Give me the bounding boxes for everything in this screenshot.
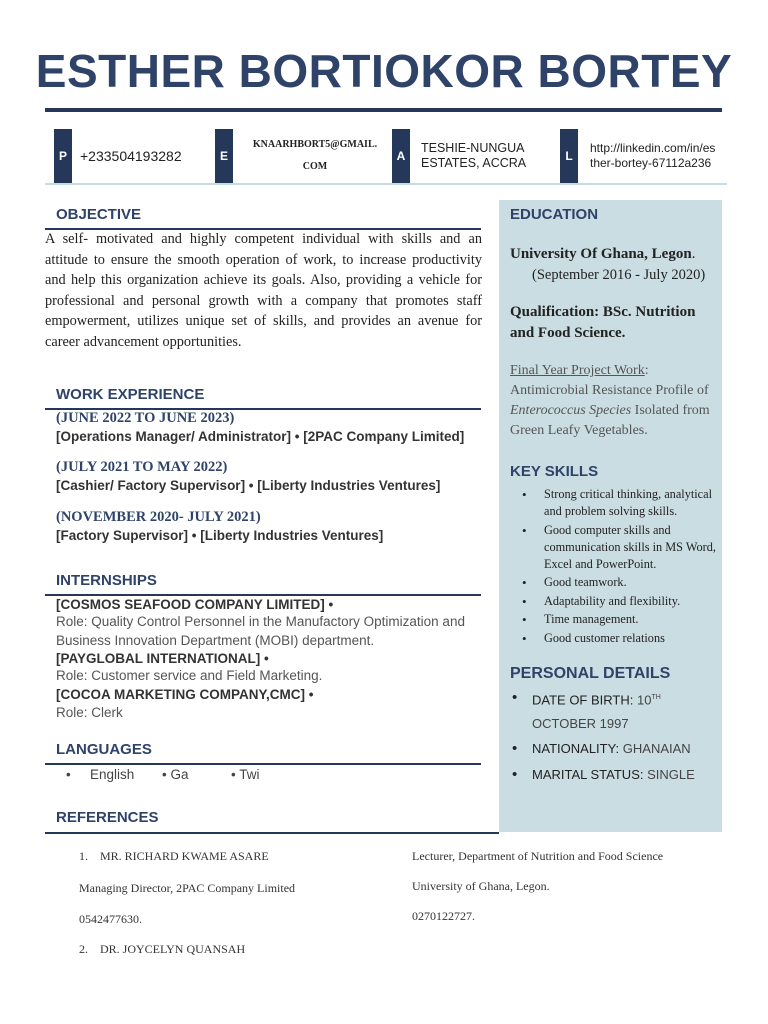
reference-line: 0270122727. (412, 909, 475, 923)
education-qualification: Qualification: BSc. Nutrition and Food Science. (510, 304, 696, 341)
bullet: • (512, 689, 518, 706)
references-rule (45, 832, 499, 834)
dob-day: 10 (636, 692, 652, 708)
language-bullet: • (66, 767, 71, 782)
nationality-value: GHANAIAN (622, 741, 691, 756)
reference-line: 0542477630. (79, 912, 142, 926)
skill-item: • Good customer relations (510, 630, 722, 647)
school-name: University Of Ghana, Legon (510, 246, 692, 262)
personal-dob (510, 686, 722, 736)
email-line-2: COM (302, 161, 328, 172)
internships-heading: INTERNSHIPS (56, 572, 157, 589)
language-item: • Twi (231, 767, 260, 782)
skill-item: • Good computer skills and communication skills in MS Word, Excel and PowerPoint. (510, 522, 722, 573)
reference-line: 1. MR. RICHARD KWAME ASARE (79, 849, 269, 863)
key-skills-heading: KEY SKILLS (510, 463, 599, 480)
skill-item: • Adaptability and flexibility. (510, 593, 722, 610)
education-heading: EDUCATION (510, 206, 599, 223)
job-date: (JUNE 2022 TO JUNE 2023) (56, 410, 235, 426)
skill-item: • Time management. (510, 611, 722, 628)
job-role: [Cashier/ Factory Supervisor] • [Liberty Industries Ventures] (56, 478, 441, 493)
job-role: [Factory Supervisor] • [Liberty Industries Ventures] (56, 528, 384, 543)
language-item: English (90, 767, 135, 782)
education-dates: (September 2016 - July 2020) (532, 267, 706, 283)
personal-nationality (510, 737, 722, 761)
address-line-2: ESTATES, ACCRA (421, 156, 527, 170)
nationality-label: NATIONALITY: (532, 741, 623, 756)
marital-value: SINGLE (647, 767, 695, 782)
reference-line: Lecturer, Department of Nutrition and Food Science (412, 849, 664, 863)
job-role: [Operations Manager/ Administrator] • [2PAC Company Limited] (56, 429, 465, 444)
contact-divider (45, 183, 727, 185)
language-item: • Ga (162, 767, 189, 782)
bullet: • (512, 766, 518, 783)
skill-item: • Strong critical thinking, analytical and problem solving skills. (510, 486, 722, 520)
education-school (510, 246, 695, 263)
address-line-1: TESHIE-NUNGUA (421, 141, 525, 155)
internship-role: Role: Customer service and Field Marketing. (56, 668, 323, 683)
languages-rule (45, 763, 481, 765)
internship-company: [COCOA MARKETING COMPANY,CMC] • (56, 687, 314, 702)
email-address[interactable] (241, 129, 389, 183)
internship-role: Role: Clerk (56, 705, 123, 720)
header-divider (45, 108, 722, 112)
references-heading: REFERENCES (56, 809, 159, 826)
project-label: Final Year Project Work (510, 363, 645, 378)
project-text: Antimicrobial Resistance Profile of (510, 383, 709, 398)
internship-company: [COSMOS SEAFOOD COMPANY LIMITED] • (56, 597, 334, 612)
education-project (510, 361, 722, 441)
dob-rest: OCTOBER 1997 (532, 716, 629, 732)
phone-tab: P (54, 129, 72, 183)
linkedin-link[interactable] (590, 129, 715, 183)
project-colon: : (644, 363, 649, 378)
linkedin-line-1: http://linkedin.com/in/es (590, 141, 716, 155)
email-tab: E (215, 129, 233, 183)
school-period: . (691, 246, 696, 262)
objective-text: A self- motivated and highly competent individual with skills and an attitude to ensure the smooth operation of work, to increase productivity and help this organization achieve its goals. Also, providing a vehicle for professional and personal growth with a company that promotes staff empowerment, utilizes unique set of skills, and provides an avenue for career advancement opportunities. (45, 231, 482, 350)
skills-list (510, 486, 722, 648)
contact-bar (54, 129, 722, 183)
objective-heading: OBJECTIVE (56, 206, 142, 223)
internship-company: [PAYGLOBAL INTERNATIONAL] • (56, 651, 269, 666)
internships-rule (45, 594, 481, 596)
phone-number: +233504193282 (80, 148, 182, 164)
languages-heading: LANGUAGES (56, 741, 152, 758)
project-text-end: Isolated from Green Leafy Vegetables. (510, 403, 710, 438)
personal-details-heading: PERSONAL DETAILS (510, 665, 671, 682)
skill-item: • Good teamwork. (510, 574, 722, 591)
linkedin-tab: L (560, 129, 578, 183)
linkedin-line-2: ther-bortey-67112a236 (590, 156, 712, 170)
marital-label: MARITAL STATUS: (532, 767, 648, 782)
dob-label: DATE OF BIRTH: (532, 692, 637, 708)
address (421, 129, 526, 183)
job-date: (JULY 2021 TO MAY 2022) (56, 459, 228, 475)
reference-line: University of Ghana, Legon. (412, 879, 550, 893)
reference-line: 2. DR. JOYCELYN QUANSAH (79, 942, 246, 956)
reference-line: Managing Director, 2PAC Company Limited (79, 881, 296, 895)
resume-name: ESTHER BORTIOKOR BORTEY (35, 45, 733, 97)
address-tab: A (392, 129, 410, 183)
work-experience-heading: WORK EXPERIENCE (56, 386, 205, 403)
job-date: (NOVEMBER 2020- JULY 2021) (56, 509, 261, 525)
email-line-1: KNAARHBORT5@GMAIL. (252, 139, 378, 150)
personal-marital-status (510, 763, 722, 787)
dob-suffix: TH (651, 694, 661, 701)
bullet: • (512, 740, 518, 757)
internship-role: Role: Quality Control Personnel in the Manufactory Optimization and Business Innovation Department (MOBI) department. (56, 614, 465, 648)
project-species: Enterococcus Species (510, 403, 632, 418)
